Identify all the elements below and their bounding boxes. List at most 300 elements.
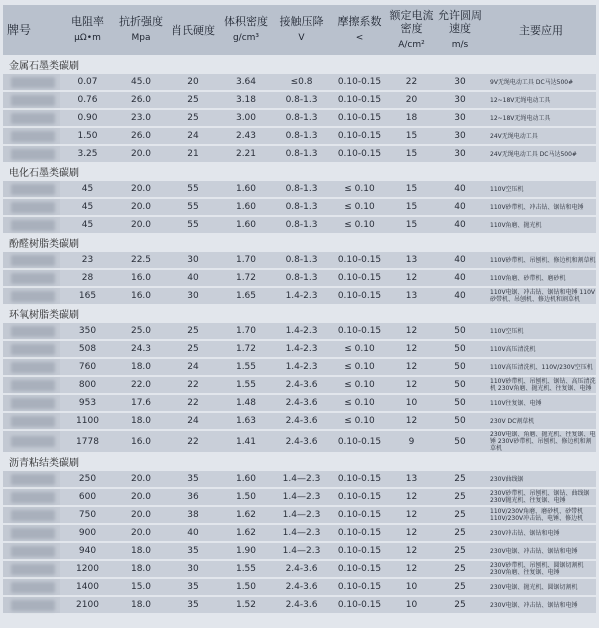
brand-cell-redacted (3, 377, 60, 393)
value-cell: 900 (60, 525, 115, 541)
value-cell: 22 (167, 431, 219, 452)
value-cell: 508 (60, 341, 115, 357)
table-row (3, 110, 596, 126)
table-row (3, 579, 596, 595)
value-cell: 20.0 (115, 181, 167, 197)
table-row (3, 74, 596, 90)
col-header-density: 体积密度 g/cm³ (219, 5, 273, 55)
value-cell: 20.0 (115, 199, 167, 215)
value-cell: 600 (60, 489, 115, 505)
value-cell: 12 (389, 561, 434, 577)
value-cell: 2.4-3.6 (273, 561, 330, 577)
value-cell: 35 (167, 579, 219, 595)
value-cell: 0.10-0.15 (330, 579, 389, 595)
table-row (3, 288, 596, 304)
value-cell: 0.10-0.15 (330, 270, 389, 286)
value-cell: 0.10-0.15 (330, 74, 389, 90)
redaction-blur (11, 255, 55, 266)
value-cell: 1.4-2.3 (273, 288, 330, 304)
value-cell: 16.0 (115, 431, 167, 452)
value-cell: 13 (389, 288, 434, 304)
value-cell: 20.0 (115, 146, 167, 162)
group-title: 酚醛树脂类碳刷 (9, 239, 79, 250)
value-cell: ≤ 0.10 (330, 377, 389, 393)
value-cell: 20.0 (115, 489, 167, 505)
col-header-resistivity: 电阻率 μΩ•m (60, 5, 115, 55)
value-cell: 50 (434, 431, 486, 452)
col-header-speed: 允许圆周速度 m/s (434, 5, 486, 55)
value-cell: 45 (60, 181, 115, 197)
brand-cell-redacted (3, 217, 60, 233)
value-cell: 350 (60, 323, 115, 339)
value-cell: 20.0 (115, 525, 167, 541)
application-cell: 110V高压清洗机 (486, 341, 596, 357)
value-cell: 1.4-2.3 (273, 359, 330, 375)
value-cell: 35 (167, 597, 219, 613)
value-cell: 1.65 (219, 288, 273, 304)
redaction-blur (11, 77, 55, 88)
value-cell: 3.25 (60, 146, 115, 162)
value-cell: 22.0 (115, 377, 167, 393)
redaction-blur (11, 220, 55, 231)
value-cell: 40 (167, 525, 219, 541)
value-cell: 2.43 (219, 128, 273, 144)
value-cell: 24.3 (115, 341, 167, 357)
brand-cell-redacted (3, 543, 60, 559)
value-cell: 12 (389, 413, 434, 429)
brand-cell-redacted (3, 471, 60, 487)
table-row (3, 543, 596, 559)
col-header-flexural-strength: 抗折强度 Mpa (115, 5, 167, 55)
application-cell: 110V空压机 (486, 323, 596, 339)
value-cell: 1.72 (219, 270, 273, 286)
group-row (3, 164, 596, 179)
value-cell: 9 (389, 431, 434, 452)
redaction-blur (11, 291, 55, 302)
table-row (3, 377, 596, 393)
value-cell: 1.62 (219, 525, 273, 541)
value-cell: 10 (389, 597, 434, 613)
value-cell: 30 (167, 252, 219, 268)
brand-cell-redacted (3, 359, 60, 375)
value-cell: 1.4—2.3 (273, 489, 330, 505)
value-cell: 0.8-1.3 (273, 146, 330, 162)
brand-cell-redacted (3, 341, 60, 357)
brand-cell-redacted (3, 270, 60, 286)
value-cell: 45 (60, 199, 115, 215)
redaction-blur (11, 600, 55, 611)
application-cell: 12~18V无绳电动工具 (486, 92, 596, 108)
value-cell: 10 (389, 395, 434, 411)
value-cell: 0.10-0.15 (330, 543, 389, 559)
value-cell: 2.4-3.6 (273, 413, 330, 429)
redaction-blur (11, 95, 55, 106)
value-cell: 1.60 (219, 181, 273, 197)
value-cell: 18.0 (115, 359, 167, 375)
application-cell: 230V电锯、冲击钻、锯钻和电锤 (486, 543, 596, 559)
value-cell: 15 (389, 199, 434, 215)
application-cell: 230V电锯、冲击钻、锯钻和电锤 (486, 597, 596, 613)
brand-cell-redacted (3, 413, 60, 429)
value-cell: 0.10-0.15 (330, 92, 389, 108)
application-cell: 110V角磨、砂带机、磨砂机 (486, 270, 596, 286)
value-cell: 953 (60, 395, 115, 411)
table-row (3, 181, 596, 197)
value-cell: 10 (389, 579, 434, 595)
table-row (3, 323, 596, 339)
value-cell: 50 (434, 413, 486, 429)
value-cell: 25 (434, 525, 486, 541)
value-cell: 12 (389, 507, 434, 523)
table-row (3, 489, 596, 505)
brand-cell-redacted (3, 597, 60, 613)
application-cell: 9V无绳电动工具 DC马达500# (486, 74, 596, 90)
value-cell: 1.70 (219, 252, 273, 268)
group-title: 环氧树脂类碳刷 (9, 310, 79, 321)
col-header-current-density: 额定电流密度 A/cm² (389, 5, 434, 55)
value-cell: 30 (167, 561, 219, 577)
application-cell: 12~18V无绳电动工具 (486, 110, 596, 126)
value-cell: 40 (434, 270, 486, 286)
value-cell: 30 (434, 92, 486, 108)
value-cell: 1.90 (219, 543, 273, 559)
value-cell: 50 (434, 395, 486, 411)
group-row (3, 454, 596, 469)
value-cell: 2.4-3.6 (273, 597, 330, 613)
value-cell: 1.60 (219, 217, 273, 233)
value-cell: ≤ 0.10 (330, 181, 389, 197)
redaction-blur (11, 510, 55, 521)
value-cell: 0.10-0.15 (330, 323, 389, 339)
value-cell: ≤ 0.10 (330, 341, 389, 357)
application-cell: 230V电锯、抛光机、圆锯切割机 (486, 579, 596, 595)
value-cell: 0.10-0.15 (330, 507, 389, 523)
value-cell: 0.8-1.3 (273, 110, 330, 126)
group-row (3, 57, 596, 72)
value-cell: 20 (389, 92, 434, 108)
value-cell: 0.8-1.3 (273, 181, 330, 197)
value-cell: 40 (434, 181, 486, 197)
value-cell: 20 (167, 74, 219, 90)
value-cell: ≤ 0.10 (330, 199, 389, 215)
value-cell: 18 (389, 110, 434, 126)
value-cell: 1.63 (219, 413, 273, 429)
value-cell: 17.6 (115, 395, 167, 411)
value-cell: 0.10-0.15 (330, 252, 389, 268)
redaction-blur (11, 528, 55, 539)
value-cell: 165 (60, 288, 115, 304)
value-cell: 2.4-3.6 (273, 395, 330, 411)
value-cell: ≤ 0.10 (330, 217, 389, 233)
value-cell: 25 (434, 507, 486, 523)
value-cell: 25 (167, 341, 219, 357)
redaction-blur (11, 344, 55, 355)
application-cell: 24V无绳电动工具 DC马达500# (486, 146, 596, 162)
redaction-blur (11, 398, 55, 409)
value-cell: 15 (389, 217, 434, 233)
value-cell: 0.8-1.3 (273, 217, 330, 233)
value-cell: 23 (60, 252, 115, 268)
value-cell: 23.0 (115, 110, 167, 126)
value-cell: 25 (167, 92, 219, 108)
value-cell: 50 (434, 377, 486, 393)
value-cell: 2100 (60, 597, 115, 613)
group-row (3, 235, 596, 250)
value-cell: 18.0 (115, 561, 167, 577)
redaction-blur (11, 436, 55, 447)
value-cell: 1.48 (219, 395, 273, 411)
value-cell: 25 (434, 543, 486, 559)
col-header-friction: 摩擦系数 < (330, 5, 389, 55)
value-cell: 30 (434, 110, 486, 126)
value-cell: 25 (167, 110, 219, 126)
value-cell: 0.90 (60, 110, 115, 126)
value-cell: 35 (167, 543, 219, 559)
application-cell: 110V高压清洗机、110V/230V空压机 (486, 359, 596, 375)
group-title: 金属石墨类碳刷 (9, 61, 79, 72)
value-cell: 45 (60, 217, 115, 233)
value-cell: 22 (167, 377, 219, 393)
redaction-blur (11, 326, 55, 337)
value-cell: 1.4-2.3 (273, 341, 330, 357)
brand-cell-redacted (3, 395, 60, 411)
value-cell: 800 (60, 377, 115, 393)
value-cell: 25 (434, 471, 486, 487)
value-cell: 25.0 (115, 323, 167, 339)
application-cell: 230V曲线锯 (486, 471, 596, 487)
value-cell: 1.60 (219, 471, 273, 487)
value-cell: 40 (434, 252, 486, 268)
group-title: 沥青粘结类碳刷 (9, 458, 79, 469)
value-cell: 28 (60, 270, 115, 286)
redaction-blur (11, 546, 55, 557)
redaction-blur (11, 582, 55, 593)
value-cell: 18.0 (115, 597, 167, 613)
brand-cell-redacted (3, 525, 60, 541)
value-cell: 0.10-0.15 (330, 525, 389, 541)
redaction-blur (11, 492, 55, 503)
value-cell: 36 (167, 489, 219, 505)
value-cell: 45.0 (115, 74, 167, 90)
value-cell: 1.72 (219, 341, 273, 357)
value-cell: 12 (389, 525, 434, 541)
table-row (3, 561, 596, 577)
col-header-voltage-drop: 接触压降 V (273, 5, 330, 55)
value-cell: 12 (389, 543, 434, 559)
application-cell: 110V砂带机、吊刨机、锯钻、高压清洗机 230V角磨、抛光机、往复锯、电锤 (486, 377, 596, 393)
redaction-blur (11, 184, 55, 195)
value-cell: 1.50 (219, 489, 273, 505)
value-cell: 25 (434, 489, 486, 505)
value-cell: 50 (434, 341, 486, 357)
value-cell: 15 (389, 128, 434, 144)
value-cell: 20.0 (115, 217, 167, 233)
value-cell: 1200 (60, 561, 115, 577)
value-cell: 24 (167, 128, 219, 144)
value-cell: 18.0 (115, 413, 167, 429)
value-cell: 0.07 (60, 74, 115, 90)
value-cell: 25 (434, 579, 486, 595)
value-cell: 40 (434, 217, 486, 233)
table-row (3, 413, 596, 429)
table-row (3, 341, 596, 357)
brand-cell-redacted (3, 288, 60, 304)
value-cell: 1400 (60, 579, 115, 595)
application-cell: 230V砂带机、吊刨机、圆锯切割机 230V角磨、往复锯、电锤 (486, 561, 596, 577)
value-cell: 0.10-0.15 (330, 561, 389, 577)
brand-cell-redacted (3, 252, 60, 268)
value-cell: 0.10-0.15 (330, 128, 389, 144)
header-row (3, 5, 596, 55)
redaction-blur (11, 416, 55, 427)
group-row (3, 306, 596, 321)
value-cell: 50 (434, 359, 486, 375)
brand-cell-redacted (3, 181, 60, 197)
value-cell: 26.0 (115, 92, 167, 108)
value-cell: 2.4-3.6 (273, 579, 330, 595)
redaction-blur (11, 362, 55, 373)
table-row (3, 146, 596, 162)
value-cell: 0.8-1.3 (273, 252, 330, 268)
value-cell: 1100 (60, 413, 115, 429)
brand-cell-redacted (3, 431, 60, 452)
value-cell: 16.0 (115, 288, 167, 304)
table-row (3, 525, 596, 541)
value-cell: 16.0 (115, 270, 167, 286)
value-cell: 0.10-0.15 (330, 110, 389, 126)
spec-table-body (3, 57, 596, 613)
value-cell: 12 (389, 489, 434, 505)
application-cell: 110V砂带机、冲击钻、锯钻和电锤 (486, 199, 596, 215)
value-cell: 30 (434, 74, 486, 90)
application-cell: 110V/230V角磨、磨砂机、砂带机 110V/230V冲击钻、电锤、修边机 (486, 507, 596, 523)
value-cell: ≤ 0.10 (330, 359, 389, 375)
value-cell: 0.8-1.3 (273, 92, 330, 108)
value-cell: 12 (389, 270, 434, 286)
value-cell: 1.4—2.3 (273, 543, 330, 559)
table-row (3, 431, 596, 452)
brand-cell-redacted (3, 128, 60, 144)
brand-cell-redacted (3, 323, 60, 339)
brand-cell-redacted (3, 199, 60, 215)
value-cell: 1.62 (219, 507, 273, 523)
value-cell: 760 (60, 359, 115, 375)
value-cell: 2.4-3.6 (273, 431, 330, 452)
redaction-blur (11, 474, 55, 485)
col-header-shore-hardness: 肖氏硬度 (167, 5, 219, 55)
value-cell: 0.10-0.15 (330, 489, 389, 505)
value-cell: 22.5 (115, 252, 167, 268)
value-cell: 55 (167, 181, 219, 197)
value-cell: 40 (167, 270, 219, 286)
value-cell: 12 (389, 359, 434, 375)
value-cell: 15 (389, 146, 434, 162)
table-row (3, 359, 596, 375)
application-cell: 230V砂带机、吊刨机、锯钻、曲线锯 230V抛光机、往复锯、电锤 (486, 489, 596, 505)
redaction-blur (11, 202, 55, 213)
value-cell: 1.70 (219, 323, 273, 339)
value-cell: 1.55 (219, 377, 273, 393)
brand-cell-redacted (3, 507, 60, 523)
value-cell: 22 (167, 395, 219, 411)
value-cell: 1.50 (219, 579, 273, 595)
redaction-blur (11, 113, 55, 124)
value-cell: 1.60 (219, 199, 273, 215)
col-header-brand: 牌号 (3, 5, 60, 55)
redaction-blur (11, 380, 55, 391)
application-cell: 110V往复锯、电锤 (486, 395, 596, 411)
brand-cell-redacted (3, 74, 60, 90)
value-cell: 1.4—2.3 (273, 525, 330, 541)
brand-cell-redacted (3, 146, 60, 162)
value-cell: 13 (389, 471, 434, 487)
application-cell: 230V DC割草机 (486, 413, 596, 429)
value-cell: 50 (434, 323, 486, 339)
value-cell: 1.4—2.3 (273, 471, 330, 487)
application-cell: 110V角磨、抛光机 (486, 217, 596, 233)
table-row (3, 471, 596, 487)
application-cell: 110V电锯、冲击钻、锯钻和电锤 110V砂带机、吊刨机、修边机和割草机 (486, 288, 596, 304)
table-row (3, 92, 596, 108)
brand-cell-redacted (3, 489, 60, 505)
value-cell: 1.55 (219, 561, 273, 577)
value-cell: 13 (389, 252, 434, 268)
brand-cell-redacted (3, 110, 60, 126)
table-row (3, 507, 596, 523)
value-cell: 0.10-0.15 (330, 431, 389, 452)
value-cell: 3.00 (219, 110, 273, 126)
application-cell: 24V无绳电动工具 (486, 128, 596, 144)
value-cell: 40 (434, 288, 486, 304)
value-cell: 940 (60, 543, 115, 559)
value-cell: 20.0 (115, 507, 167, 523)
value-cell: 30 (434, 128, 486, 144)
value-cell: 18.0 (115, 543, 167, 559)
spec-table (3, 3, 596, 615)
value-cell: 2.21 (219, 146, 273, 162)
value-cell: 15 (389, 181, 434, 197)
value-cell: 0.10-0.15 (330, 288, 389, 304)
table-row (3, 252, 596, 268)
value-cell: 25 (434, 597, 486, 613)
table-row (3, 395, 596, 411)
value-cell: 2.4-3.6 (273, 377, 330, 393)
value-cell: 12 (389, 377, 434, 393)
value-cell: 30 (434, 146, 486, 162)
value-cell: 0.10-0.15 (330, 597, 389, 613)
value-cell: 25 (167, 323, 219, 339)
redaction-blur (11, 564, 55, 575)
col-header-application: 主要应用 (486, 5, 596, 55)
value-cell: ≤ 0.10 (330, 413, 389, 429)
brand-cell-redacted (3, 92, 60, 108)
value-cell: 35 (167, 471, 219, 487)
group-title: 电化石墨类碳刷 (9, 168, 79, 179)
value-cell: 0.10-0.15 (330, 146, 389, 162)
value-cell: 24 (167, 413, 219, 429)
value-cell: 12 (389, 323, 434, 339)
value-cell: 1.41 (219, 431, 273, 452)
value-cell: 0.8-1.3 (273, 128, 330, 144)
value-cell: 1.4-2.3 (273, 323, 330, 339)
application-cell: 110V砂带机、吊刨机、修边机和割草机 (486, 252, 596, 268)
value-cell: 38 (167, 507, 219, 523)
application-cell: 230V冲击钻、锯钻和电锤 (486, 525, 596, 541)
redaction-blur (11, 149, 55, 160)
application-cell: 230V电锯、角磨、抛光机、往复锯、电锤 230V砂带机、吊刨机、修边机和割草机 (486, 431, 596, 452)
application-cell: 110V空压机 (486, 181, 596, 197)
value-cell: 3.64 (219, 74, 273, 90)
